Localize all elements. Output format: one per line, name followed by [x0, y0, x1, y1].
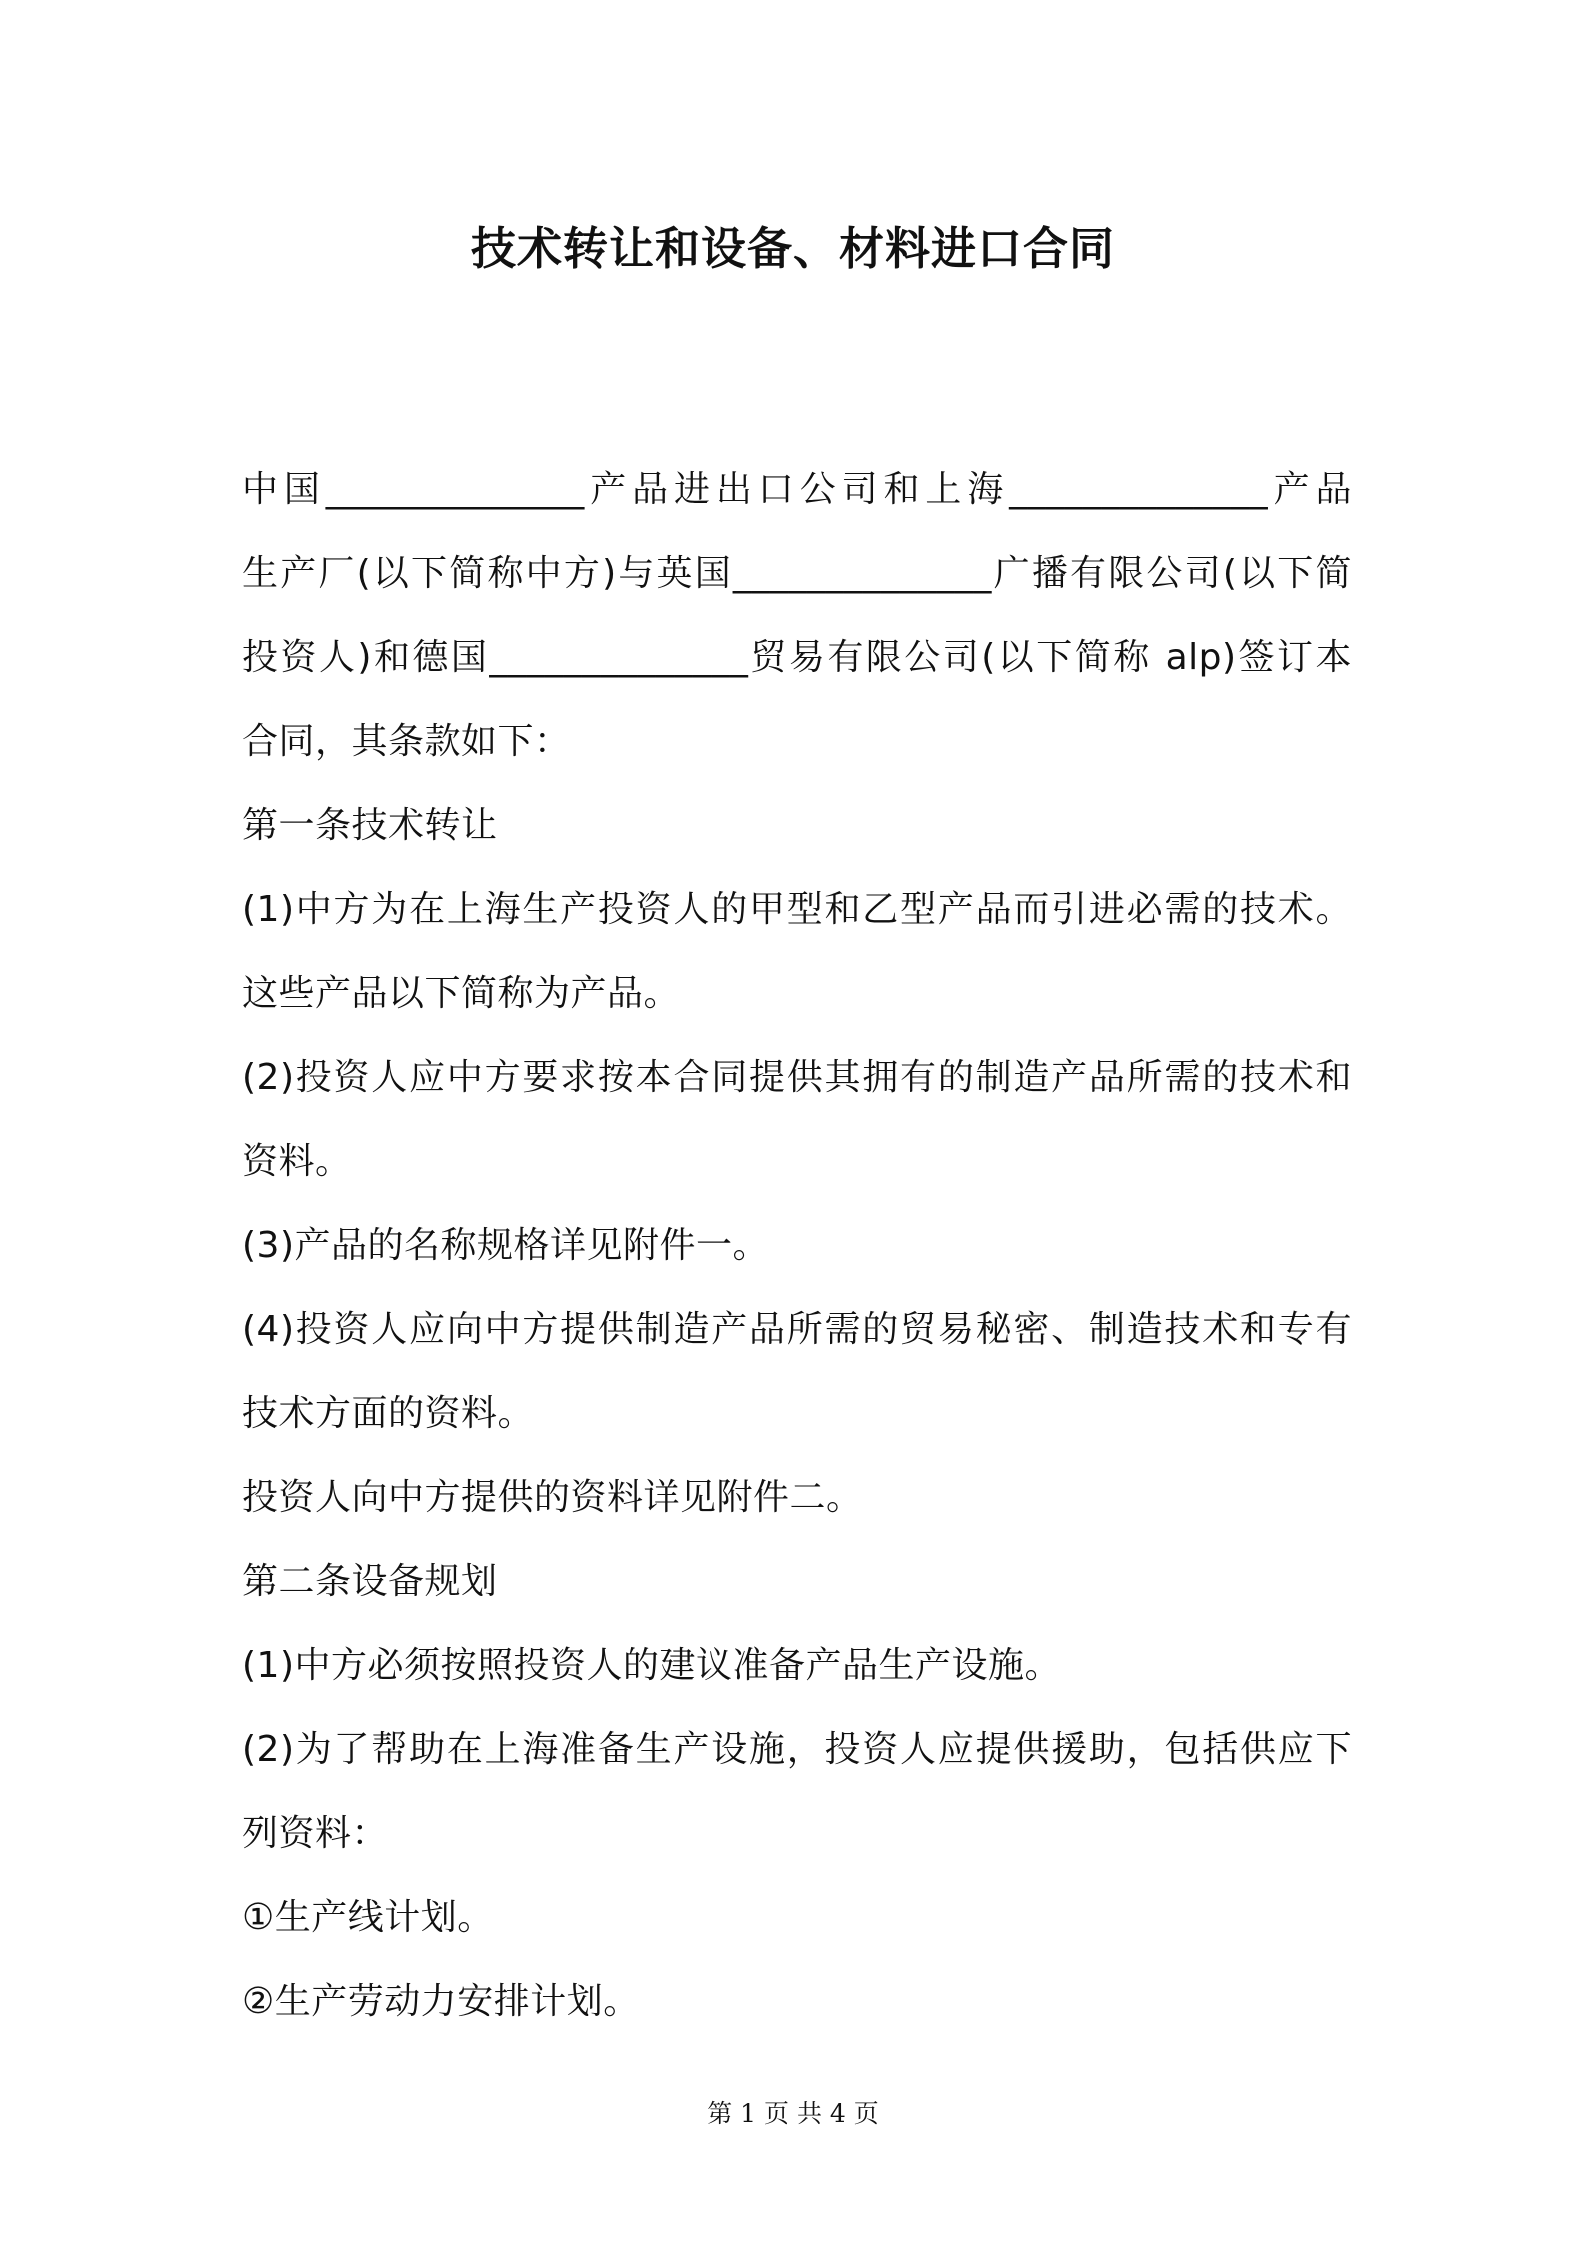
paragraph-line: 生产厂(以下简称中方)与英国______________广播有限公司(以下简 [242, 553, 1352, 594]
paragraph-line: 列资料： [242, 1813, 389, 1854]
list-item: ②生产劳动力安排计划。 [242, 1981, 640, 2022]
section-heading: 第二条设备规划 [242, 1561, 498, 1602]
paragraph-line: 资料。 [242, 1141, 352, 1182]
list-item: ①生产线计划。 [242, 1897, 494, 1938]
paragraph-line: 合同，其条款如下： [242, 721, 571, 762]
paragraph-line: (3)产品的名称规格详见附件一。 [242, 1225, 769, 1266]
page-number-footer: 第 1 页 共 4 页 [707, 2099, 879, 2128]
paragraph-line: 这些产品以下简称为产品。 [242, 973, 681, 1014]
section-heading: 第一条技术转让 [242, 805, 498, 846]
document-body [242, 448, 1352, 2044]
paragraph-line: 投资人)和德国______________贸易有限公司(以下简称 alp)签订本 [242, 637, 1352, 678]
paragraph-line: 中国______________产品进出口公司和上海______________产品 [242, 469, 1352, 510]
paragraph-line: (2)为了帮助在上海准备生产设施，投资人应提供援助，包括供应下 [242, 1729, 1352, 1770]
paragraph-line: (1)中方必须按照投资人的建议准备产品生产设施。 [242, 1645, 1061, 1686]
paragraph-line: 投资人向中方提供的资料详见附件二。 [242, 1477, 863, 1518]
paragraph-line: (4)投资人应向中方提供制造产品所需的贸易秘密、制造技术和专有 [242, 1309, 1352, 1350]
document-title: 技术转让和设备、材料进口合同 [470, 222, 1115, 275]
paragraph-line: 技术方面的资料。 [242, 1393, 535, 1434]
paragraph-line: (1)中方为在上海生产投资人的甲型和乙型产品而引进必需的技术。 [242, 889, 1352, 930]
paragraph-line: (2)投资人应中方要求按本合同提供其拥有的制造产品所需的技术和 [242, 1057, 1352, 1098]
